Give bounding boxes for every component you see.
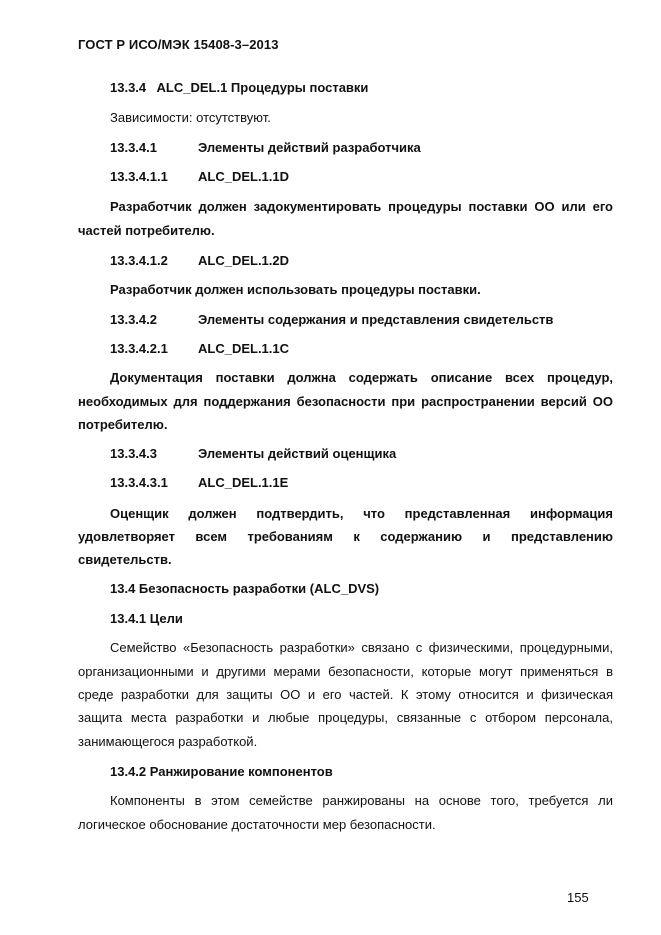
section-number: 13.3.4.3.1 — [110, 475, 168, 490]
section-13-4-2-heading: 13.4.2 Ранжирование компонентов — [110, 764, 333, 779]
section-number: 13.3.4 — [110, 80, 147, 95]
section-number: 13.3.4.2 — [110, 312, 157, 327]
document-header: ГОСТ Р ИСО/МЭК 15408-3–2013 — [78, 37, 279, 52]
section-number: 13.3.4.3 — [110, 446, 157, 461]
paragraph-line: Семейство «Безопасность разработки» связано с физическими, процедурными, — [110, 640, 613, 655]
section-title: ALC_DEL.1.1D — [198, 169, 290, 184]
page-number: 155 — [567, 890, 589, 905]
paragraph-line: Разработчик должен задокументировать процедуры поставки ОО или его — [110, 199, 613, 214]
section-13-3-4-3-1-heading — [110, 475, 288, 491]
paragraph-line: Компоненты в этом семействе ранжированы на основе того, требуется ли — [110, 793, 613, 808]
paragraph-line: организационными и другими мерами безопасности, которые могут применяться в — [78, 664, 613, 679]
dependencies-text: Зависимости: отсутствуют. — [110, 110, 271, 125]
paragraph-line: потребителю. — [78, 417, 168, 432]
section-title: Элементы действий разработчика — [198, 140, 421, 155]
paragraph-line: Документация поставки должна содержать описание всех процедур, — [110, 370, 613, 385]
paragraph-line: защита места разработки и любые процедуры, связанные с отбором персонала, — [78, 710, 613, 725]
section-13-3-4-2-heading — [110, 312, 553, 328]
paragraph-line: Разработчик должен использовать процедуры поставки. — [110, 282, 481, 297]
paragraph-line: Оценщик должен подтвердить, что представленная информация — [110, 506, 613, 521]
paragraph-line: необходимых для поддержания безопасности при распространении версий ОО — [78, 394, 613, 409]
section-title: ALC_DEL.1.1C — [198, 341, 290, 356]
section-number: 13.3.4.2.1 — [110, 341, 168, 356]
section-13-3-4-1-1-heading — [110, 169, 289, 185]
section-title: ALC_DEL.1.2D — [198, 253, 290, 268]
section-title: ALC_DEL.1 Процедуры поставки — [156, 80, 369, 95]
section-13-4-heading: 13.4 Безопасность разработки (ALC_DVS) — [110, 581, 380, 596]
section-13-3-4-1-heading — [110, 140, 421, 156]
section-13-3-4-1-2-heading — [110, 253, 289, 269]
section-number: 13.3.4.1.1 — [110, 169, 168, 184]
paragraph-line: занимающегося разработкой. — [78, 734, 258, 749]
section-13-3-4-2-1-heading — [110, 341, 289, 357]
section-title: Элементы действий оценщика — [198, 446, 397, 461]
paragraph-line: среде разработки для защиты ОО и его частей. К этому относится и физическая — [78, 687, 613, 702]
paragraph-line: частей потребителю. — [78, 223, 215, 238]
paragraph-line: свидетельств. — [78, 552, 172, 567]
section-title: Элементы содержания и представления свидетельств — [198, 312, 554, 327]
section-number: 13.3.4.1 — [110, 140, 157, 155]
section-number: 13.3.4.1.2 — [110, 253, 168, 268]
section-13-3-4-heading — [110, 80, 368, 96]
paragraph-line: логическое обоснование достаточности мер безопасности. — [78, 817, 436, 832]
section-title: ALC_DEL.1.1E — [198, 475, 289, 490]
paragraph-line: удовлетворяет всем требованиям к содержанию и представлению — [78, 529, 613, 544]
section-13-4-1-heading: 13.4.1 Цели — [110, 611, 183, 626]
section-13-3-4-3-heading — [110, 446, 396, 462]
